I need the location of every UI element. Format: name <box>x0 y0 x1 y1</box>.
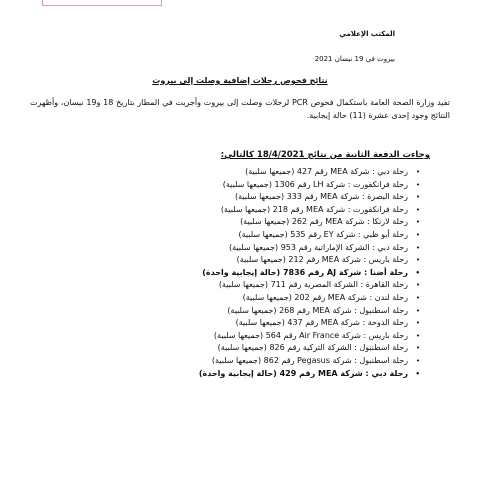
flight-item <box>199 242 420 255</box>
bullet-icon: • <box>415 168 420 176</box>
document-date: بيروت في 19 نيسان 2021 <box>314 55 395 63</box>
flight-text: رحلة البصرة : شركة MEA رقم 333 (جميعها سلبية) <box>234 192 408 202</box>
bullet-icon: • <box>415 306 420 315</box>
flight-text: رحلة دبي : الشركة الإماراتية رقم 953 (جميعها سلبية) <box>228 242 408 252</box>
flight-text: رحلة دبي : شركة MEA رقم 429 (حالة إيجابية واحدة) <box>198 368 408 378</box>
header-stamp-box <box>42 0 162 6</box>
bullet-icon: • <box>415 205 420 214</box>
flight-text: رحلة اسطنبول : الشركة التركية رقم 826 (جميعها سلبية) <box>217 343 408 353</box>
flight-text: رحلة فرانكفورت : شركة MEA رقم 218 (جميعها سلبية) <box>220 204 408 214</box>
bullet-icon: • <box>415 293 420 302</box>
flight-item <box>199 355 420 368</box>
bullet-icon: • <box>415 369 420 378</box>
flight-item <box>198 368 420 381</box>
bullet-icon: • <box>415 230 420 239</box>
flight-text: رحلة لارنكا : شركة MEA رقم 262 (جميعها سلبية) <box>240 217 408 227</box>
flight-text: رحلة باريس : شركة Air France رقم 564 (جميعها سلبية) <box>213 330 408 340</box>
bullet-icon: • <box>415 356 420 365</box>
bullet-icon: • <box>415 344 420 353</box>
bullet-icon: • <box>415 319 420 328</box>
flight-item <box>199 305 420 318</box>
flight-text: رحلة اسطنبول : شركة Pegasus رقم 862 (جميعها سلبية) <box>211 355 408 365</box>
flight-text: رحلة لندن : شركة MEA رقم 202 (جميعها سلبية) <box>242 292 408 302</box>
flight-item <box>199 342 420 355</box>
flight-item <box>199 191 420 204</box>
flight-item <box>199 254 420 267</box>
flight-item <box>199 279 420 292</box>
bullet-icon: • <box>415 243 420 252</box>
batch-title: وجاءت الدفعة الثانية من نتائج 18/4/2021 كالتالي: <box>220 150 430 160</box>
bullet-icon: • <box>415 180 420 189</box>
flight-item <box>199 179 420 192</box>
flight-item <box>199 229 420 242</box>
bullet-icon: • <box>415 193 420 202</box>
office-name: المكتب الإعلامي <box>339 30 395 38</box>
flight-item <box>199 267 420 280</box>
bullet-icon: • <box>415 331 420 340</box>
flight-text: رحلة القاهرة : الشركة المصرية رقم 711 (جميعها سلبية) <box>218 280 408 290</box>
flight-text: رحلة الدوحة : شركة MEA رقم 437 (جميعها سلبية) <box>235 318 408 328</box>
bullet-icon: • <box>415 281 420 290</box>
flight-item <box>199 204 420 217</box>
flight-text: رحلة دبي : شركة MEA رقم 427 (جميعها سلبية) <box>245 167 408 176</box>
flight-item <box>199 330 420 343</box>
bullet-icon: • <box>415 256 420 265</box>
flight-item <box>199 292 420 305</box>
bullet-icon: • <box>415 268 420 277</box>
flight-text: رحلة اسطنبول : شركة MEA رقم 268 (جميعها سلبية) <box>227 305 408 315</box>
bullet-icon: • <box>415 218 420 227</box>
flight-list <box>199 166 420 380</box>
document-headline: نتائج فحوص رحلات إضافية وصلت إلى بيروت <box>152 76 328 85</box>
flight-text: رحلة فرانكفورت : شركة LH رقم 1306 (جميعها سلبية) <box>222 179 408 189</box>
flight-text: رحلة أضنا : شركة AJ رقم 7836 (حالة إيجابية واحدة) <box>202 267 408 277</box>
flight-item <box>199 317 420 330</box>
intro-paragraph: تفيد وزارة الصحة العامة باستكمال فحوص PCR لرحلات وصلت إلى بيروت وأجريت في المطار بتاريخ 18 و19 نيسان، وأظهرت النتائج وجود إحدى عشرة (11) حالة إيجابية. <box>30 98 450 120</box>
flight-text: رحلة باريس : شركة MEA رقم 212 (جميعها سلبية) <box>236 255 408 265</box>
flight-item <box>199 166 420 179</box>
flight-text: رحلة أبو ظبي : شركة EY رقم 535 (جميعها سلبية) <box>238 229 408 239</box>
flight-item <box>199 216 420 229</box>
